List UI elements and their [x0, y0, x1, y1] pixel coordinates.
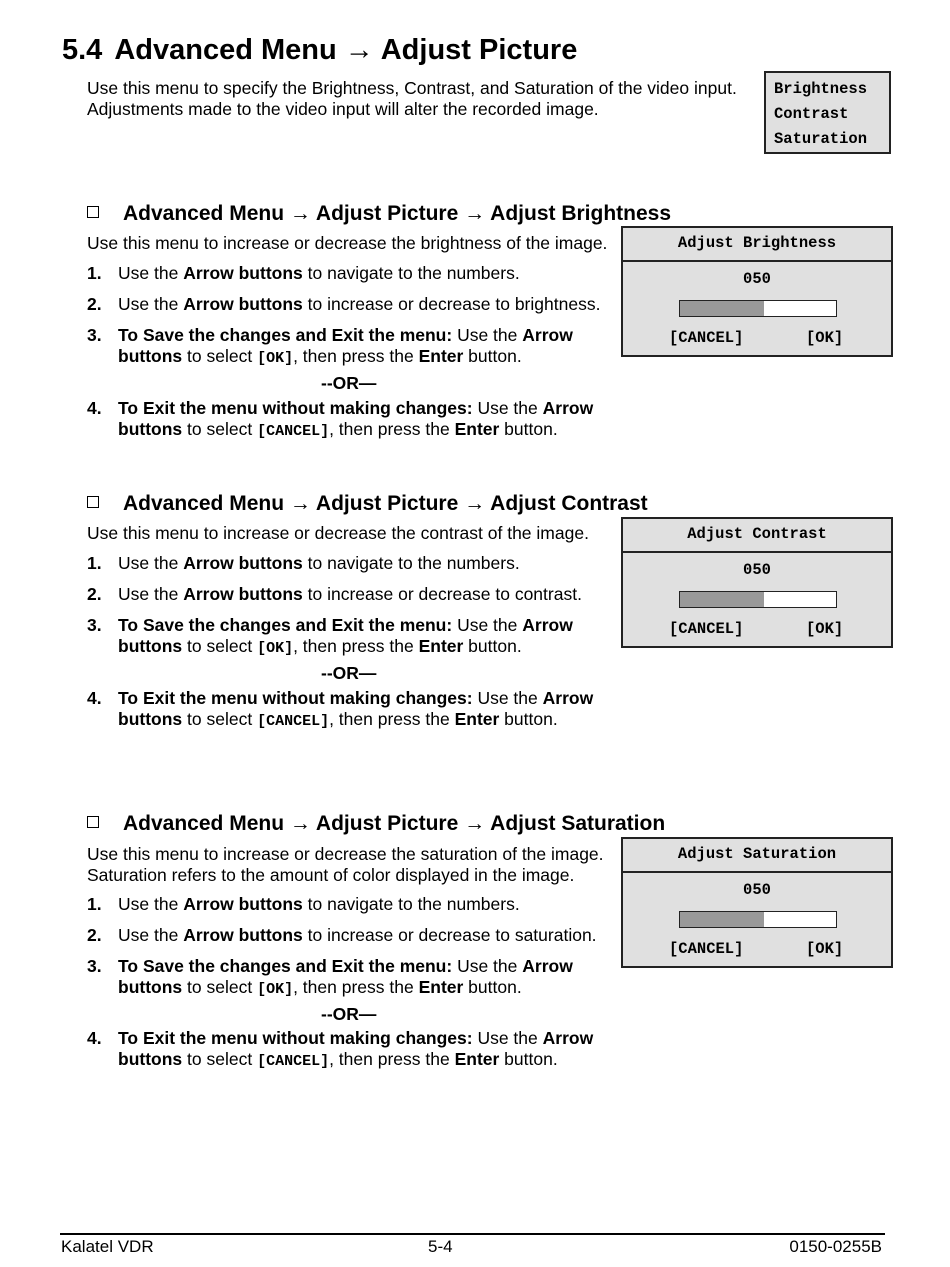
step-number: 3.: [87, 956, 102, 976]
menu-item-contrast: Contrast: [774, 105, 849, 123]
checkbox-bullet-icon: [87, 206, 99, 218]
footer-product: Kalatel VDR: [61, 1237, 154, 1256]
osd-cancel-button[interactable]: [CANCEL]: [669, 620, 744, 638]
step-1: 1. Use the Arrow buttons to navigate to the numbers.: [87, 894, 520, 914]
section-number: 5.4: [62, 34, 103, 66]
step-4: 4. To Exit the menu without making changes: Use the Arrow buttons to select [CANCEL], then press the Enter button.: [87, 1028, 594, 1070]
menu-item-brightness: Brightness: [774, 80, 868, 98]
checkbox-bullet-icon: [87, 816, 99, 828]
page-title-text: Advanced Menu → Adjust Picture: [114, 34, 578, 66]
step-number: 4.: [87, 1028, 102, 1048]
or-separator: --OR—: [321, 373, 377, 393]
step-number: 4.: [87, 398, 102, 418]
osd-level-fill: [680, 301, 764, 316]
footer-page-number: 5-4: [428, 1237, 453, 1256]
osd-value: 050: [743, 561, 771, 579]
step-number: 1.: [87, 894, 102, 914]
section-heading-text: Advanced Menu → Adjust Picture → Adjust Contrast: [123, 492, 648, 515]
step-3: 3. To Save the changes and Exit the menu: Use the Arrow buttons to select [OK], then press the Enter button.: [87, 615, 573, 657]
step-number: 1.: [87, 263, 102, 283]
osd-ok-button[interactable]: [OK]: [806, 329, 844, 347]
osd-level-bar[interactable]: [679, 911, 837, 928]
or-separator: --OR—: [321, 663, 377, 683]
osd-ok-button[interactable]: [OK]: [806, 940, 844, 958]
osd-level-fill: [680, 592, 764, 607]
section-heading-contrast: [87, 492, 648, 516]
step-4: 4. To Exit the menu without making changes: Use the Arrow buttons to select [CANCEL], then press the Enter button.: [87, 398, 594, 440]
osd-adjust-brightness: [621, 226, 893, 357]
step-1: 1. Use the Arrow buttons to navigate to the numbers.: [87, 553, 520, 573]
step-3: 3. To Save the changes and Exit the menu: Use the Arrow buttons to select [OK], then press the Enter button.: [87, 956, 573, 998]
section-heading-saturation: [87, 812, 665, 836]
step-2: 2. Use the Arrow buttons to increase or decrease to brightness.: [87, 294, 601, 314]
osd-ok-button[interactable]: [OK]: [806, 620, 844, 638]
step-2: 2. Use the Arrow buttons to increase or decrease to contrast.: [87, 584, 582, 604]
menu-item-saturation: Saturation: [774, 130, 868, 148]
osd-value: 050: [743, 881, 771, 899]
section-heading-text: Advanced Menu → Adjust Picture → Adjust Saturation: [123, 812, 666, 835]
step-number: 2.: [87, 294, 102, 314]
section-description: Use this menu to increase or decrease the brightness of the image.: [87, 233, 608, 253]
step-number: 1.: [87, 553, 102, 573]
section-description: Use this menu to increase or decrease the saturation of the image. Saturation refers to the amount of color displayed in the image.: [87, 844, 604, 885]
page-title: [62, 34, 577, 67]
footer-rule: [60, 1233, 885, 1235]
osd-adjust-contrast: [621, 517, 893, 648]
osd-title: Adjust Saturation: [623, 839, 891, 873]
footer-doc-number: 0150-0255B: [789, 1237, 882, 1256]
section-description: Use this menu to increase or decrease the contrast of the image.: [87, 523, 589, 543]
adjust-picture-menu: [764, 71, 891, 154]
checkbox-bullet-icon: [87, 496, 99, 508]
section-heading-text: Advanced Menu → Adjust Picture → Adjust Brightness: [123, 202, 672, 225]
step-2: 2. Use the Arrow buttons to increase or decrease to saturation.: [87, 925, 597, 945]
step-3: 3. To Save the changes and Exit the menu: Use the Arrow buttons to select [OK], then press the Enter button.: [87, 325, 573, 367]
step-number: 2.: [87, 925, 102, 945]
step-number: 2.: [87, 584, 102, 604]
osd-level-fill: [680, 912, 764, 927]
step-number: 4.: [87, 688, 102, 708]
intro-paragraph: Use this menu to specify the Brightness, Contrast, and Saturation of the video input. Adjustments made to the video input will alter the recorded image.: [87, 78, 737, 119]
osd-value: 050: [743, 270, 771, 288]
osd-cancel-button[interactable]: [CANCEL]: [669, 329, 744, 347]
section-heading-brightness: [87, 202, 671, 226]
step-number: 3.: [87, 615, 102, 635]
osd-level-bar[interactable]: [679, 300, 837, 317]
osd-adjust-saturation: [621, 837, 893, 968]
or-separator: --OR—: [321, 1004, 377, 1024]
step-number: 3.: [87, 325, 102, 345]
step-1: 1. Use the Arrow buttons to navigate to the numbers.: [87, 263, 520, 283]
osd-title: Adjust Brightness: [623, 228, 891, 262]
osd-title: Adjust Contrast: [623, 519, 891, 553]
step-4: 4. To Exit the menu without making changes: Use the Arrow buttons to select [CANCEL], then press the Enter button.: [87, 688, 594, 730]
osd-level-bar[interactable]: [679, 591, 837, 608]
osd-cancel-button[interactable]: [CANCEL]: [669, 940, 744, 958]
